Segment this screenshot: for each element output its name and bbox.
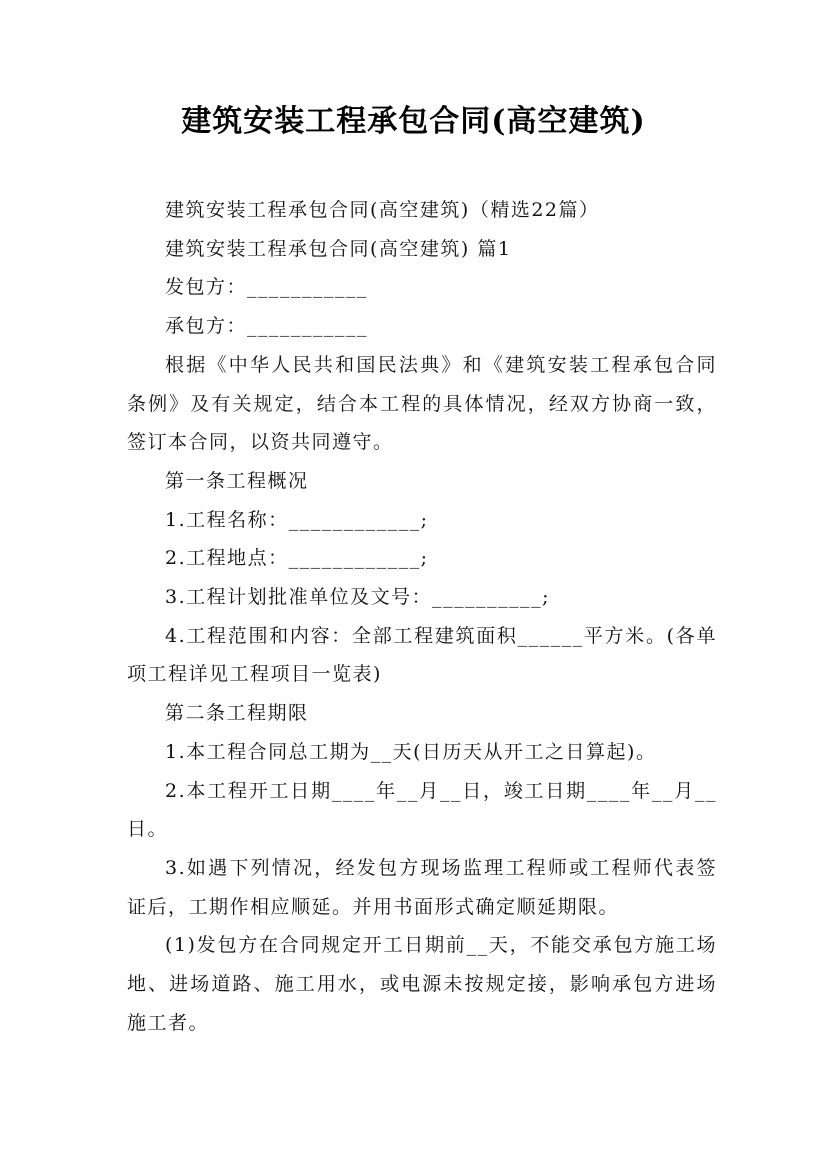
paragraph-project-scope: 4.工程范围和内容：全部工程建筑面积______平方米。(各单项工程详见工程项目一览表): [127, 624, 717, 686]
paragraph-article-2-heading: 第二条工程期限: [165, 702, 309, 725]
paragraph-party-a: 发包方：___________: [165, 276, 369, 299]
paragraph-approval-unit: 3.工程计划批准单位及文号：__________;: [165, 586, 551, 609]
paragraph-condition-1: (1)发包方在合同规定开工日期前__天，不能交承包方施工场地、进场道路、施工用水，或电源未按规定接，影响承包方进场施工者。: [127, 934, 717, 1034]
paragraph-party-b: 承包方：___________: [165, 315, 369, 338]
paragraph-extension-conditions: 3.如遇下列情况，经发包方现场监理工程师或工程师代表签证后，工期作相应顺延。并用书面形式确定顺延期限。: [127, 856, 717, 918]
paragraph-total-duration: 1.本工程合同总工期为__天(日历天从开工之日算起)。: [165, 740, 657, 763]
paragraph-project-name: 1.工程名称：____________;: [165, 508, 429, 531]
document-body: [127, 191, 717, 1042]
document-title: 建筑安装工程承包合同(高空建筑): [181, 104, 646, 139]
paragraph-preamble: 根据《中华人民共和国民法典》和《建筑安装工程承包合同条例》及有关规定，结合本工程的具体情况，经双方协商一致，签订本合同，以资共同遵守。: [127, 353, 717, 454]
paragraph-article-1-heading: 第一条工程概况: [165, 469, 309, 492]
paragraph-project-location: 2.工程地点：____________;: [165, 547, 429, 570]
paragraph-subtitle: 建筑安装工程承包合同(高空建筑)（精选22篇）: [165, 199, 600, 221]
paragraph-start-end-dates: 2.本工程开工日期____年__月__日，竣工日期____年__月__日。: [127, 779, 717, 841]
paragraph-section-heading: 建筑安装工程承包合同(高空建筑) 篇1: [165, 237, 512, 260]
